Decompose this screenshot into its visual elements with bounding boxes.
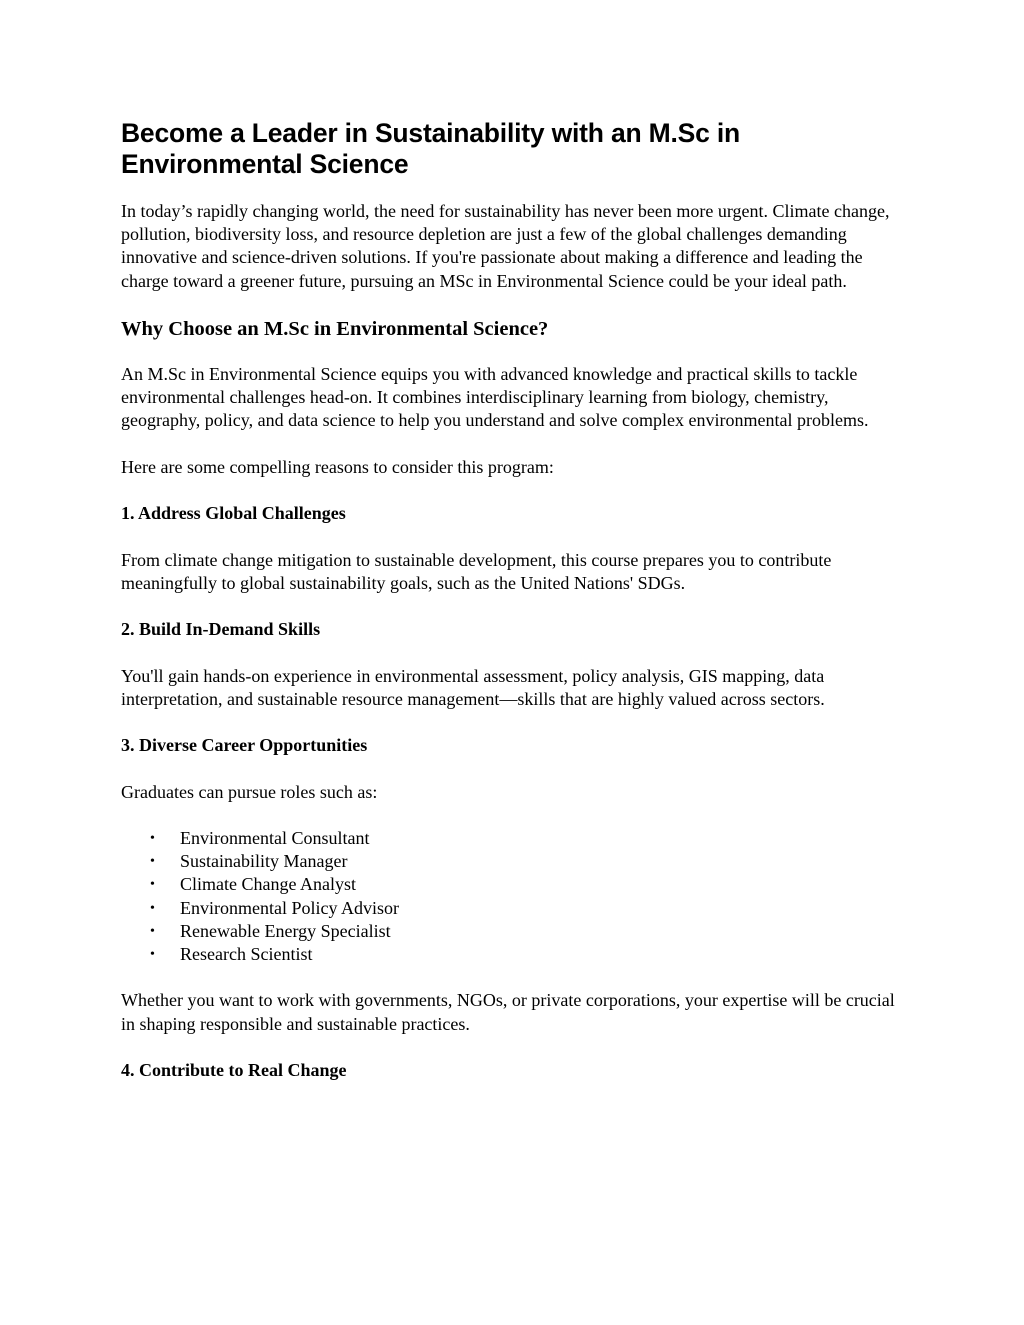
role-label: Environmental Consultant: [180, 827, 370, 848]
bullet-icon: •: [150, 923, 155, 939]
careers-closing-paragraph: Whether you want to work with governments, NGOs, or private corporations, your expertise will be crucial in shaping responsible and sustainable practices.: [121, 990, 895, 1034]
why-paragraph: An M.Sc in Environmental Science equips you with advanced knowledge and practical skills to tackle environmental challenges head-on. It combines interdisciplinary learning from biology, chemistry, geography, policy, and data science to help you understand and solve complex environmental problems.: [121, 364, 869, 431]
why-heading: Why Choose an M.Sc in Environmental Science?: [121, 318, 549, 340]
document-title: Become a Leader in Sustainability with an M.Sc in Environmental Science: [121, 118, 740, 179]
list-item: [121, 943, 911, 966]
career-roles-list: [121, 827, 911, 966]
reason-heading-3: 3. Diverse Career Opportunities: [121, 735, 368, 756]
document-page: [121, 118, 911, 1105]
bullet-icon: •: [150, 854, 155, 870]
reason-text-2: You'll gain hands-on experience in environmental assessment, policy analysis, GIS mapping, data interpretation, and sustainable resource management—skills that are highly valued across sectors.: [121, 665, 825, 709]
reason-text-1: From climate change mitigation to sustainable development, this course prepares you to contribute meaningfully to global sustainability goals, such as the United Nations' SDGs.: [121, 549, 832, 593]
list-item: [121, 920, 911, 943]
role-label: Climate Change Analyst: [180, 874, 356, 895]
list-item: [121, 850, 911, 873]
reason-heading-1: 1. Address Global Challenges: [121, 503, 346, 524]
role-label: Sustainability Manager: [180, 851, 348, 872]
role-label: Renewable Energy Specialist: [180, 920, 391, 941]
role-label: Environmental Policy Advisor: [180, 897, 399, 918]
intro-paragraph: In today’s rapidly changing world, the need for sustainability has never been more urgent. Climate change, pollution, biodiversity loss, and resource depletion are just a few of the global challenges demanding innovative and science-driven solutions. If you're passionate about making a difference and leading the charge toward a greener future, pursuing an MSc in Environmental Science could be your ideal path.: [121, 201, 890, 291]
bullet-icon: •: [150, 900, 155, 916]
reason-text-3: Graduates can pursue roles such as:: [121, 781, 378, 802]
reasons-intro: Here are some compelling reasons to consider this program:: [121, 456, 554, 477]
bullet-icon: •: [150, 946, 155, 962]
list-item: [121, 897, 911, 920]
bullet-icon: •: [150, 877, 155, 893]
list-item: [121, 827, 911, 850]
list-item: [121, 873, 911, 896]
reason-heading-2: 2. Build In-Demand Skills: [121, 619, 321, 640]
reason-heading-4: 4. Contribute to Real Change: [121, 1059, 347, 1080]
bullet-icon: •: [150, 830, 155, 846]
role-label: Research Scientist: [180, 943, 313, 964]
